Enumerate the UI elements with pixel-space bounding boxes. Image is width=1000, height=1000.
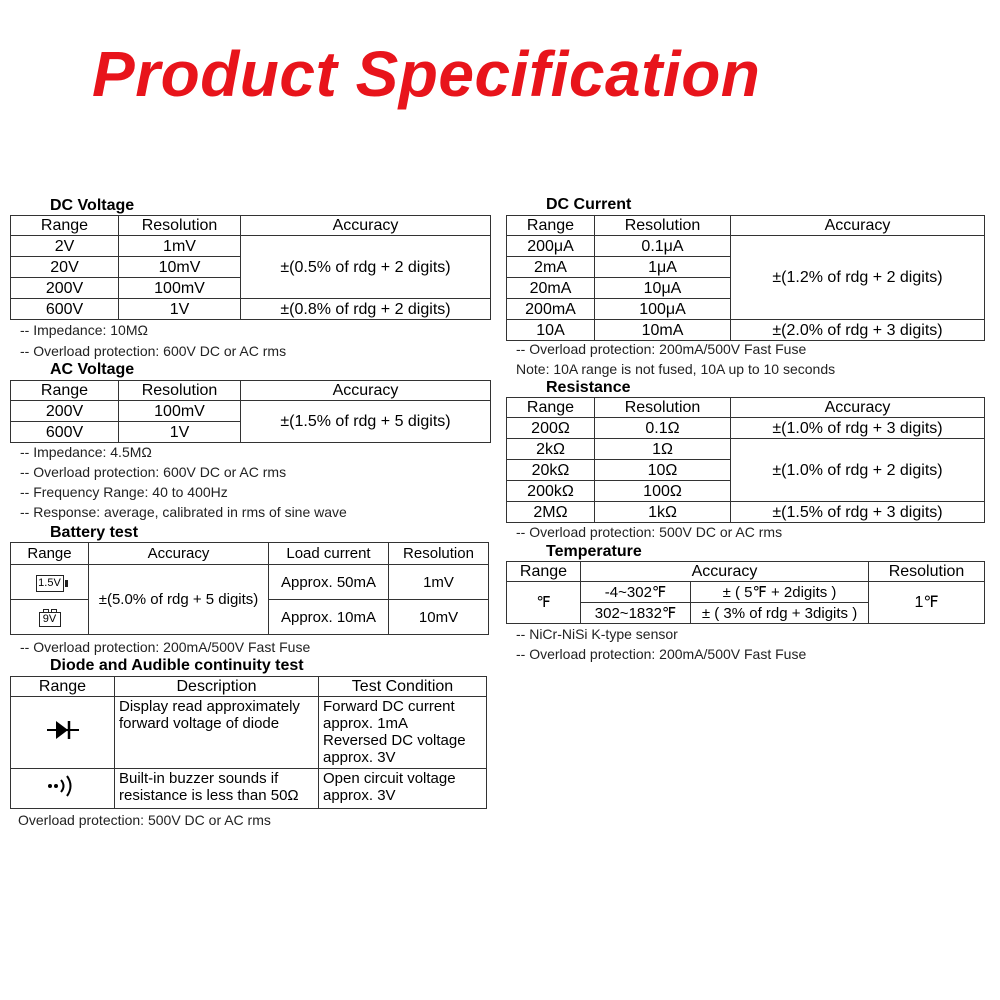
range-cell: 20V (11, 257, 119, 278)
range-cell: ℉ (507, 582, 581, 624)
span-cell: -4~302℉ (581, 582, 691, 603)
diode-note: Overload protection: 500V DC or AC rms (18, 812, 271, 828)
battery-9v-icon: 9V (39, 612, 61, 627)
condition-line: Open circuit voltage (323, 770, 456, 787)
accuracy-cell: ±(1.0% of rdg + 2 digits) (731, 439, 985, 502)
range-cell (11, 600, 89, 635)
table-row (507, 439, 985, 460)
resolution-cell: 100mV (119, 278, 241, 299)
condition-line: approx. 3V (323, 787, 396, 804)
header-accuracy: Accuracy (731, 398, 985, 418)
range-cell: 2MΩ (507, 502, 595, 523)
resolution-cell: 10Ω (595, 460, 731, 481)
dc-voltage-table (10, 215, 491, 320)
header-resolution: Resolution (869, 562, 985, 582)
range-cell: 200μA (507, 236, 595, 257)
resolution-cell: 1mV (119, 236, 241, 257)
header-accuracy: Accuracy (581, 562, 869, 582)
range-cell: 600V (11, 422, 119, 443)
resolution-cell: 100Ω (595, 481, 731, 502)
dc-current-note: Note: 10A range is not fused, 10A up to 10 seconds (516, 361, 836, 377)
range-cell (11, 769, 115, 809)
condition-line: Reversed DC voltage (323, 732, 466, 749)
header-accuracy: Accuracy (731, 216, 985, 236)
header-resolution: Resolution (389, 543, 489, 565)
battery-heading: Battery test (50, 524, 139, 541)
header-test-condition: Test Condition (319, 677, 487, 697)
resolution-cell: 1mV (389, 565, 489, 600)
ac-voltage-note: -- Overload protection: 600V DC or AC rms (20, 464, 287, 480)
header-accuracy: Accuracy (241, 216, 491, 236)
header-load-current: Load current (269, 543, 389, 565)
header-accuracy: Accuracy (89, 543, 269, 565)
accuracy-cell: ±(1.5% of rdg + 5 digits) (241, 401, 491, 443)
diode-table (10, 676, 487, 809)
dc-voltage-note: -- Overload protection: 600V DC or AC rms (20, 343, 287, 359)
table-row (507, 418, 985, 439)
diode-heading: Diode and Audible continuity test (50, 657, 304, 674)
resolution-cell: 1kΩ (595, 502, 731, 523)
header-range: Range (507, 562, 581, 582)
table-row (507, 320, 985, 341)
battery-table (10, 542, 489, 635)
page-title: Product Specification (92, 38, 761, 110)
range-cell: 600V (11, 299, 119, 320)
table-row (11, 565, 489, 600)
description-cell: Built-in buzzer sounds if resistance is less than 50Ω (115, 769, 319, 809)
accuracy-cell: ± ( 3% of rdg + 3digits ) (691, 603, 869, 624)
header-resolution: Resolution (119, 381, 241, 401)
dc-current-note: -- Overload protection: 200mA/500V Fast Fuse (516, 341, 807, 357)
load-current-cell: Approx. 50mA (269, 565, 389, 600)
battery-1.5v-icon: 1.5V (36, 575, 64, 592)
header-range: Range (11, 677, 115, 697)
dc-voltage-heading: DC Voltage (50, 197, 135, 214)
header-resolution: Resolution (595, 398, 731, 418)
table-row (507, 502, 985, 523)
header-range: Range (11, 216, 119, 236)
accuracy-cell: ±(2.0% of rdg + 3 digits) (731, 320, 985, 341)
range-cell (11, 697, 115, 769)
condition-line: approx. 3V (323, 749, 396, 766)
dc-current-heading: DC Current (546, 196, 632, 213)
accuracy-cell: ±(5.0% of rdg + 5 digits) (89, 565, 269, 635)
ac-voltage-note: -- Frequency Range: 40 to 400Hz (20, 484, 228, 500)
range-cell: 200mA (507, 299, 595, 320)
accuracy-cell: ± ( 5℉ + 2digits ) (691, 582, 869, 603)
header-range: Range (11, 543, 89, 565)
resolution-cell: 0.1Ω (595, 418, 731, 439)
ac-voltage-note: -- Impedance: 4.5MΩ (20, 444, 152, 460)
table-row (11, 401, 491, 422)
range-cell: 200kΩ (507, 481, 595, 502)
buzzer-icon (46, 773, 80, 799)
range-cell: 200V (11, 278, 119, 299)
resolution-cell: 10μA (595, 278, 731, 299)
header-description: Description (115, 677, 319, 697)
header-range: Range (11, 381, 119, 401)
accuracy-cell: ±(1.0% of rdg + 3 digits) (731, 418, 985, 439)
table-row (11, 299, 491, 320)
temperature-heading: Temperature (546, 543, 642, 560)
range-cell: 10A (507, 320, 595, 341)
span-cell: 302~1832℉ (581, 603, 691, 624)
resolution-cell: 100mV (119, 401, 241, 422)
diode-icon (45, 718, 81, 742)
battery-note: -- Overload protection: 200mA/500V Fast Fuse (20, 639, 311, 655)
range-cell: 20mA (507, 278, 595, 299)
condition-line: Forward DC current (323, 698, 455, 715)
dc-current-table (506, 215, 985, 341)
resolution-cell: 0.1μA (595, 236, 731, 257)
resolution-cell: 1℉ (869, 582, 985, 624)
resistance-heading: Resistance (546, 379, 631, 396)
temperature-table (506, 561, 985, 624)
header-accuracy: Accuracy (241, 381, 491, 401)
header-range: Range (507, 216, 595, 236)
resolution-cell: 1V (119, 299, 241, 320)
range-cell: 2V (11, 236, 119, 257)
range-cell: 20kΩ (507, 460, 595, 481)
range-cell (11, 565, 89, 600)
accuracy-cell: ±(0.5% of rdg + 2 digits) (241, 236, 491, 299)
table-row (11, 697, 487, 769)
accuracy-cell: ±(1.5% of rdg + 3 digits) (731, 502, 985, 523)
condition-cell (319, 769, 487, 809)
temperature-note: -- Overload protection: 200mA/500V Fast Fuse (516, 646, 807, 662)
resolution-cell: 10mV (389, 600, 489, 635)
range-cell: 200Ω (507, 418, 595, 439)
resistance-table (506, 397, 985, 523)
header-resolution: Resolution (595, 216, 731, 236)
range-cell: 2mA (507, 257, 595, 278)
table-row (507, 236, 985, 257)
load-current-cell: Approx. 10mA (269, 600, 389, 635)
accuracy-cell: ±(1.2% of rdg + 2 digits) (731, 236, 985, 320)
condition-cell (319, 697, 487, 769)
resolution-cell: 10mA (595, 320, 731, 341)
ac-voltage-table (10, 380, 491, 443)
range-cell: 200V (11, 401, 119, 422)
resolution-cell: 1V (119, 422, 241, 443)
temperature-note: -- NiCr-NiSi K-type sensor (516, 626, 678, 642)
dc-voltage-note: -- Impedance: 10MΩ (20, 322, 148, 338)
resistance-note: -- Overload protection: 500V DC or AC rms (516, 524, 783, 540)
accuracy-cell: ±(0.8% of rdg + 2 digits) (241, 299, 491, 320)
description-cell: Display read approximately forward voltage of diode (115, 697, 319, 769)
ac-voltage-note: -- Response: average, calibrated in rms of sine wave (20, 504, 347, 520)
resolution-cell: 10mV (119, 257, 241, 278)
range-cell: 2kΩ (507, 439, 595, 460)
header-range: Range (507, 398, 595, 418)
resolution-cell: 100μA (595, 299, 731, 320)
resolution-cell: 1μA (595, 257, 731, 278)
ac-voltage-heading: AC Voltage (50, 361, 135, 378)
table-row (11, 236, 491, 257)
table-row (507, 582, 985, 603)
header-resolution: Resolution (119, 216, 241, 236)
table-row (11, 769, 487, 809)
condition-line: approx. 1mA (323, 715, 409, 732)
resolution-cell: 1Ω (595, 439, 731, 460)
